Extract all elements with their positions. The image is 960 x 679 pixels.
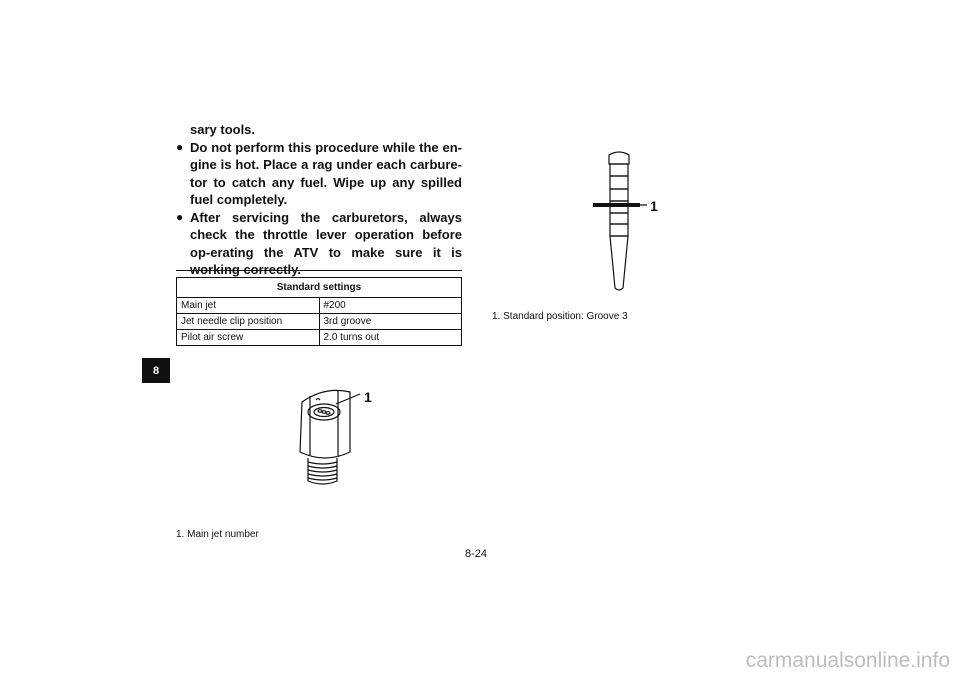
- bullet-icon: ●: [176, 139, 184, 154]
- jet-needle-caption: 1. Standard position: Groove 3: [492, 311, 628, 322]
- table-cell-label: Pilot air screw: [177, 330, 320, 346]
- standard-settings-table: [176, 277, 462, 346]
- warning-bullet-text: After servicing the carburetors, always check the throttle lever operation before op-erating the ATV to make sure it is working correctly.: [190, 209, 462, 277]
- main-jet-illustration: [280, 380, 390, 490]
- table-cell-value: #200: [319, 298, 462, 314]
- main-jet-callout: 1: [364, 389, 372, 405]
- main-jet-caption: 1. Main jet number: [176, 529, 259, 540]
- table-cell-value: 3rd groove: [319, 314, 462, 330]
- table-row: [177, 330, 462, 346]
- table-cell-label: Jet needle clip position: [177, 314, 320, 330]
- table-cell-label: Main jet: [177, 298, 320, 314]
- watermark: carmanualsonline.info: [745, 649, 950, 672]
- bullet-icon: ●: [176, 209, 184, 224]
- section-divider: [176, 270, 462, 271]
- page-number: 8-24: [465, 548, 488, 560]
- warning-text: [176, 121, 462, 279]
- chapter-tab: 8: [142, 358, 170, 383]
- jet-needle-callout: 1: [650, 198, 658, 214]
- table-row: [177, 298, 462, 314]
- warning-bullet-text: Do not perform this procedure while the en-gine is hot. Place a rag under each carbure-tor to catch any fuel. Wipe up any spilled fuel completely.: [190, 139, 462, 207]
- table-header: Standard settings: [177, 278, 462, 298]
- warning-continued-text: sary tools.: [190, 122, 256, 137]
- jet-needle-illustration: [585, 146, 675, 296]
- table-cell-value: 2.0 turns out: [319, 330, 462, 346]
- table-row: [177, 314, 462, 330]
- warning-bullet-item: [176, 209, 462, 279]
- warning-bullet-item: [176, 139, 462, 209]
